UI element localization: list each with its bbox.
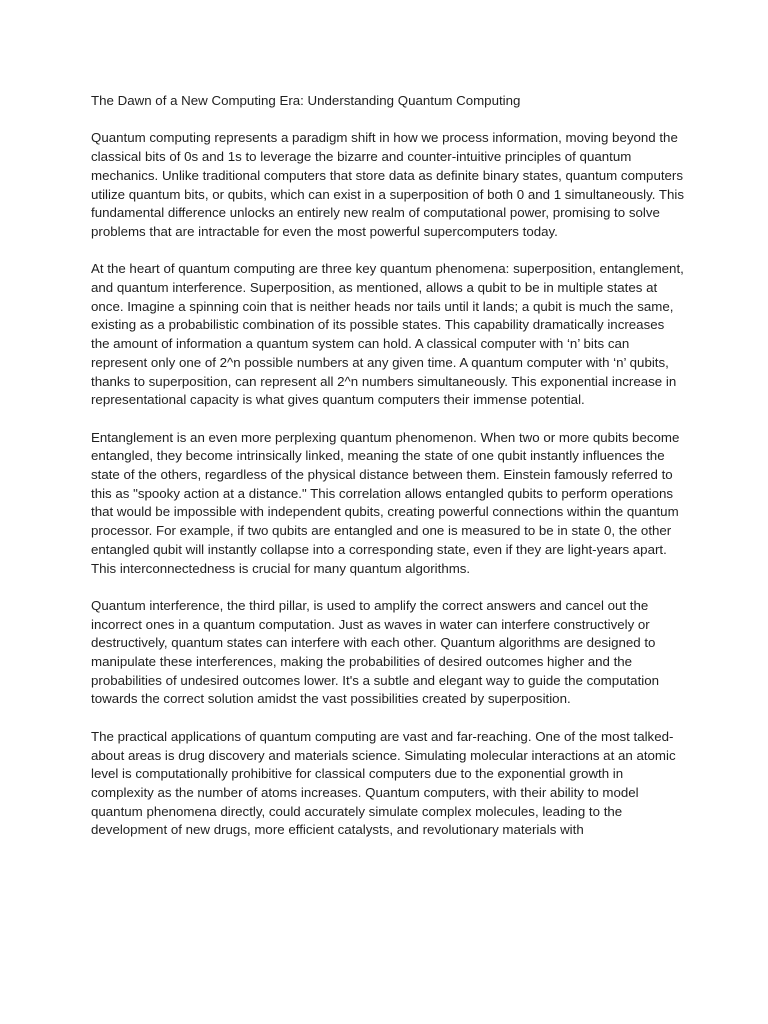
document-page xyxy=(91,92,685,859)
paragraph-intro: Quantum computing represents a paradigm shift in how we process information, moving beyond the classical bits of 0s and 1s to leverage the bizarre and counter-intuitive principles of quantum mechanics. Unlike traditional computers that store data as definite binary states, quantum computers utilize quantum bits, or qubits, which can exist in a superposition of both 0 and 1 simultaneously. This fundamental difference unlocks an entirely new realm of computational power, promising to solve problems that are intractable for even the most powerful supercomputers today. xyxy=(91,130,685,239)
paragraph-interference: Quantum interference, the third pillar, is used to amplify the correct answers and cancel out the incorrect ones in a quantum computation. Just as waves in water can interfere constructively or destructively, quantum states can interfere with each other. Quantum algorithms are designed to manipulate these interferences, making the probabilities of desired outcomes higher and the probabilities of undesired outcomes lower. It's a subtle and elegant way to guide the computation towards the correct solution amidst the vast possibilities created by superposition. xyxy=(91,597,660,707)
document-title: The Dawn of a New Computing Era: Understanding Quantum Computing xyxy=(91,93,521,108)
paragraph-entanglement: Entanglement is an even more perplexing quantum phenomenon. When two or more qubits become entangled, they become intrinsically linked, meaning the state of one qubit instantly influences the state of the others, regardless of the physical distance between them. Einstein famously referred to this as "spooky action at a distance." This correlation allows entangled qubits to perform operations that would be impossible with independent qubits, creating powerful connections within the quantum processor. For example, if two qubits are entangled and one is measured to be in state 0, the other entangled qubit will instantly collapse into a corresponding state, even if they are light-years apart. This interconnectedness is crucial for many quantum algorithms. xyxy=(91,429,680,576)
paragraph-superposition: At the heart of quantum computing are three key quantum phenomena: superposition, entanglement, and quantum interference. Superposition, as mentioned, allows a qubit to be in multiple states at once. Imagine a spinning coin that is neither heads nor tails until it lands; a qubit is much the same, existing as a probabilistic combination of its possible states. This capability dramatically increases the amount of information a quantum system can hold. A classical computer with ‘n’ bits can represent only one of 2^n possible numbers at any given time. A quantum computer with ‘n’ qubits, thanks to superposition, can represent all 2^n numbers simultaneously. This exponential increase in representational capacity is what gives quantum computers their immense potential. xyxy=(91,261,684,408)
paragraph-applications: The practical applications of quantum computing are vast and far-reaching. One of the most talked-about areas is drug discovery and materials science. Simulating molecular interactions at an atomic level is computationally prohibitive for classical computers due to the exponential growth in complexity as the number of atoms increases. Quantum computers, with their ability to model quantum phenomena directly, could accurately simulate complex molecules, leading to the development of new drugs, more efficient catalysts, and revolutionary materials with xyxy=(91,728,676,838)
